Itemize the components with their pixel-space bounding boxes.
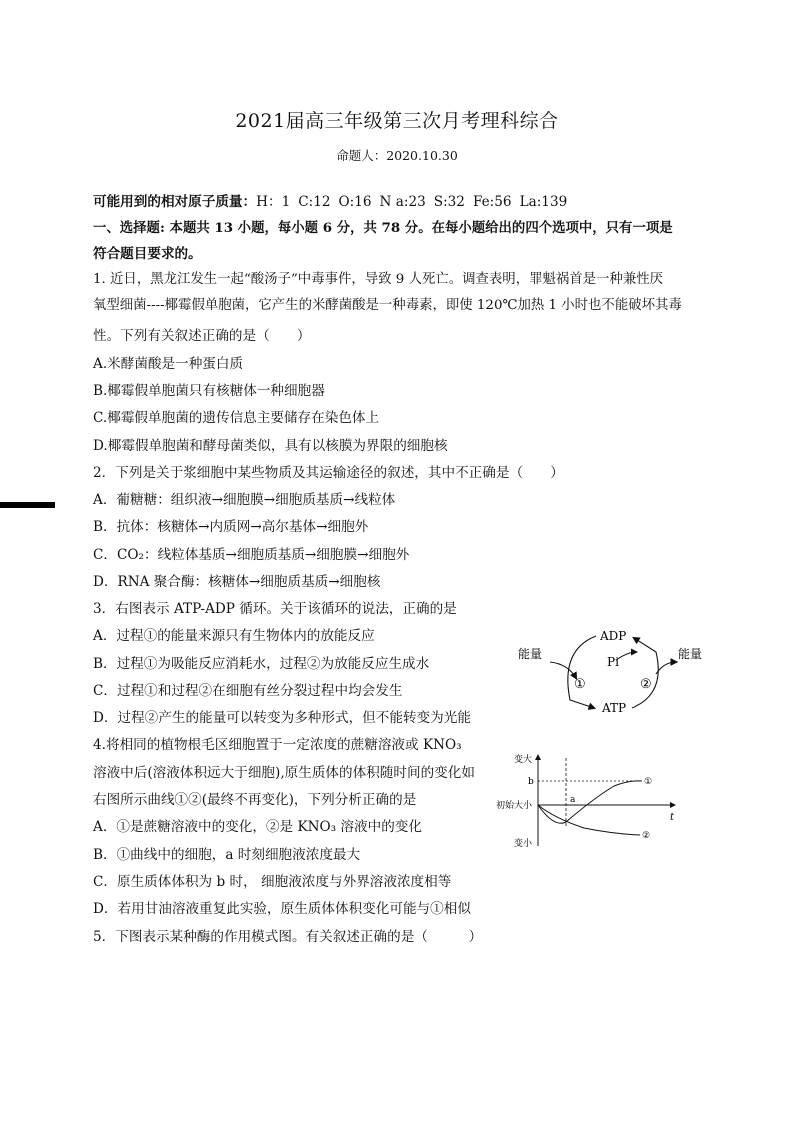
q5-stem: 5．下图表示某种酶的作用模式图。有关叙述正确的是（ ）	[93, 929, 483, 945]
q1-stem-line1: 1. 近日，黑龙江发生一起“酸汤子”中毒事件，导致 9 人死亡。调查表明，罪魁祸首是一种兼性厌	[93, 272, 663, 287]
q3-option-d: D．过程②产生的能量可以转变为多种形式，但不能转变为光能	[93, 710, 471, 726]
q4-stem-line2: 溶液中后(溶液体积远大于细胞),原生质体的体积随时间的变化如	[93, 765, 475, 781]
atomic-mass-s: S:32	[433, 194, 465, 210]
atp-label: ATP	[602, 701, 627, 715]
q4-option-a: A．①是蔗糖溶液中的变化，②是 KNO₃ 溶液中的变化	[93, 819, 422, 835]
binding-margin-mark	[0, 502, 55, 508]
left-energy-label: 能量	[518, 647, 543, 661]
q4-option-b: B．①曲线中的细胞，a 时刻细胞液浓度最大	[93, 847, 361, 863]
q1-option-a: A.米酵菌酸是一种蛋白质	[93, 356, 244, 372]
atomic-masses	[93, 192, 567, 212]
process-1-label: ①	[574, 677, 586, 692]
y-mid-label: 初始大小	[496, 801, 533, 811]
protoplast-volume-graph	[494, 750, 684, 850]
curve-2-label: ②	[642, 831, 651, 841]
pi-label: Pi	[607, 655, 619, 669]
q3-option-a: A．过程①的能量来源只有生物体内的放能反应	[93, 628, 375, 644]
atomic-masses-label: 可能用到的相对原子质量：	[93, 194, 257, 210]
q4-option-c: C．原生质体体积为 b 时， 细胞液浓度与外界溶液浓度相等	[93, 874, 452, 890]
atomic-mass-la: La:139	[519, 194, 568, 210]
q3-stem: 3．右图表示 ATP-ADP 循环。关于该循环的说法，正确的是	[93, 601, 457, 617]
b-level-label: b	[528, 777, 534, 787]
pi-arrow	[616, 652, 636, 660]
q1-option-d: D.椰霉假单胞菌和酵母菌类似，具有以核膜为界限的细胞核	[93, 438, 448, 454]
author-date: 命题人：2020.10.30	[336, 148, 458, 163]
q3-option-c: C．过程①和过程②在细胞有丝分裂过程中均会发生	[93, 683, 403, 699]
process-2-label: ②	[640, 677, 652, 692]
section1-heading-line1: 一、选择题: 本题共 13 小题，每小题 6 分，共 78 分。在每小题给出的四个选项中，只有一项是	[93, 220, 673, 236]
atp-adp-cycle-diagram	[510, 622, 710, 722]
section1-heading-line2: 符合题目要求的。	[93, 246, 202, 262]
q4-option-d: D．若用甘油溶液重复此实验，原生质体体积变化可能与①相似	[93, 901, 471, 917]
atomic-mass-na: N a:23	[379, 194, 426, 210]
curve-1	[538, 781, 642, 823]
q4-stem-line1: 4.将相同的植物根毛区细胞置于一定浓度的蔗糖溶液或 KNO₃	[93, 737, 462, 753]
q2-option-a: A．葡糖糖：组织液→细胞膜→细胞质基质→线粒体	[93, 492, 396, 508]
q2-option-b: B．抗体：核糖体→内质网→高尔基体→细胞外	[93, 519, 369, 535]
adp-label: ADP	[600, 629, 627, 643]
q1-stem-line3: 性。下列有关叙述正确的是（ ）	[93, 328, 311, 344]
atomic-mass-h: H：1	[256, 194, 291, 210]
q2-option-d: D．RNA 聚合酶：核糖体→细胞质基质→细胞核	[93, 574, 381, 590]
y-bottom-label: 变小	[514, 839, 533, 849]
q1-option-c: C.椰霉假单胞菌的遗传信息主要储存在染色体上	[93, 410, 380, 426]
q3-option-b: B．过程①为吸能反应消耗水，过程②为放能反应生成水	[93, 656, 430, 672]
energy-out-arrow	[656, 662, 676, 674]
y-top-label: 变大	[514, 755, 533, 765]
q2-option-c: C．CO₂：线粒体基质→细胞质基质→细胞膜→细胞外	[93, 547, 410, 563]
q2-stem: 2．下列是关于浆细胞中某些物质及其运输途径的叙述，其中不正确是（ ）	[93, 465, 564, 481]
curve-2	[538, 805, 640, 835]
atomic-mass-o: O:16	[338, 194, 372, 210]
a-time-label: a	[570, 795, 576, 805]
q1-stem-line2: 氧型细菌----椰霉假单胞菌，它产生的米酵菌酸是一种毒素，即使 120℃加热 1 小时也不能破坏其毒	[93, 298, 682, 313]
process-2-arrow	[632, 638, 658, 708]
q4-stem-line3: 右图所示曲线①②(最终不再变化)，下列分析正确的是	[93, 792, 417, 808]
atomic-mass-c: C:12	[298, 194, 331, 210]
q1-option-b: B.椰霉假单胞菌只有核糖体一种细胞器	[93, 383, 325, 399]
atomic-mass-fe: Fe:56	[472, 194, 512, 210]
t-axis-label: t	[670, 812, 675, 823]
curve-1-label: ①	[644, 777, 653, 787]
right-energy-label: 能量	[678, 647, 703, 661]
page-title: 2021届高三年级第三次月考理科综合	[235, 110, 559, 132]
energy-in-arrow	[550, 662, 576, 678]
